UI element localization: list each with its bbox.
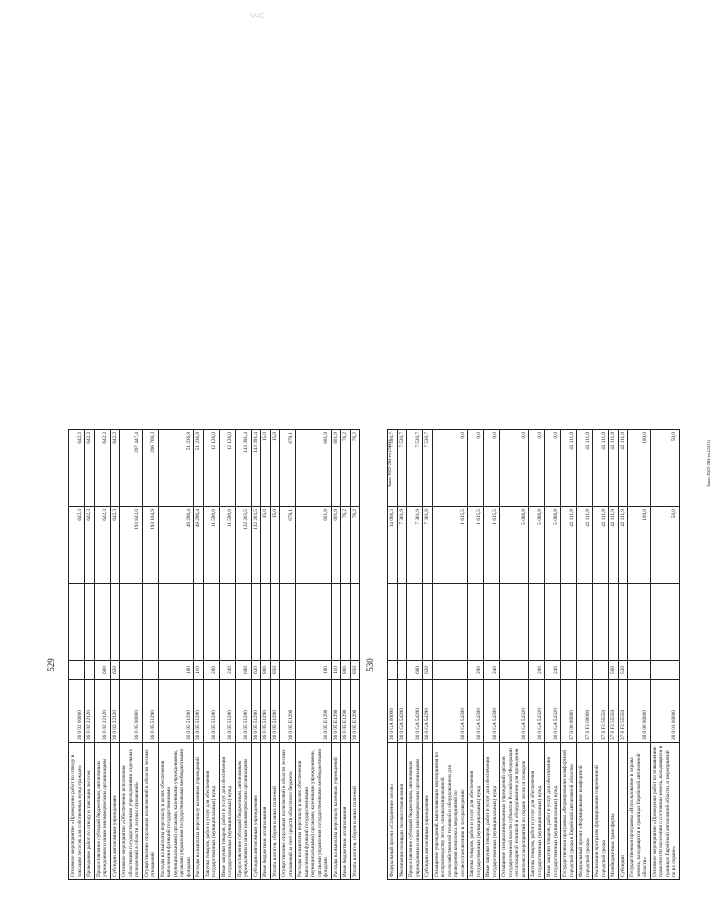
row-code-cell: 36 0 05 51290 <box>194 680 204 743</box>
row-name-cell: Закупка товаров, работ и услуг для обеспечения государственных (муниципальных) нужд <box>203 743 219 880</box>
row-value-cell <box>529 584 545 661</box>
table-row <box>388 430 398 880</box>
row-name-cell: Иные закупки товаров, работ и услуг для обеспечения государственных (муниципальных) нужд <box>219 743 235 880</box>
row-value-cell <box>561 584 577 661</box>
row-name-cell: Субсидии автономным учреждениям <box>423 743 433 880</box>
row-value-2023-cell: 0,0 <box>500 430 529 507</box>
row-value-2023-cell: 15,0 <box>261 430 271 507</box>
table-row <box>432 430 468 880</box>
row-name-cell: Оснащение учреждений, выполняющих мероприятия по воспроизводству лесов, специализированной лесохозяйственной техникой и оборудованием для проведения комплекса мероприятий по лесовосстановлению и лесоразведению <box>432 743 468 880</box>
row-expense-type-cell: 800 <box>261 661 271 680</box>
row-value-2023-cell: 642,3 <box>85 430 95 507</box>
row-value-2023-cell: 12 126,0 <box>203 430 219 507</box>
row-value-cell <box>235 584 251 661</box>
table-row <box>94 430 110 880</box>
row-name-cell: Расходы на выплаты персоналу казенных учреждений <box>331 743 341 880</box>
row-name-cell: Иные бюджетные ассигнования <box>261 743 271 880</box>
row-value-2022-cell: 1 615,5 <box>468 507 484 584</box>
row-value-2022-cell: 642,3 <box>110 507 120 584</box>
row-value-2023-cell: 42 111,9 <box>593 430 609 507</box>
row-value-2022-cell: 5 088,9 <box>545 507 561 584</box>
row-value-2022-cell: 42 111,9 <box>593 507 609 584</box>
row-code-cell: 37 0 00 00000 <box>561 680 577 743</box>
row-name-cell: Субсидии автономным учреждениям <box>110 743 120 880</box>
row-code-cell: 36 0 02 22120 <box>85 680 95 743</box>
row-value-2023-cell: 7 530,7 <box>423 430 433 507</box>
row-name-cell: Предоставление субсидий бюджетным, автономным учреждениям и иным некоммерческим организациям <box>235 743 251 880</box>
row-value-cell <box>484 584 500 661</box>
row-expense-type-cell: 600 <box>94 661 110 680</box>
row-value-2022-cell: 76,2 <box>350 507 360 584</box>
row-name-cell: Основное мероприятие «Обеспечение исполнения областными государственными учреждениями отдельных полномочий в области лесных отношений» <box>120 743 143 880</box>
row-expense-type-cell <box>388 661 398 680</box>
row-expense-type-cell: 600 <box>407 661 423 680</box>
row-expense-type-cell: 200 <box>203 661 219 680</box>
row-value-2022-cell: 49 296,4 <box>158 507 194 584</box>
row-expense-type-cell <box>142 661 158 680</box>
row-value-2022-cell: 14 066,3 <box>388 507 398 584</box>
row-name-cell: Основное мероприятие «Проведение работ по отводу и таксации лесосек для собственных нужд граждан» <box>69 743 85 880</box>
row-value-2023-cell: 42 111,9 <box>561 430 577 507</box>
row-expense-type-cell: 100 <box>158 661 194 680</box>
row-expense-type-cell: 620 <box>251 661 261 680</box>
row-expense-type-cell <box>69 661 85 680</box>
row-value-2023-cell: 51 236,9 <box>194 430 204 507</box>
row-name-cell: Государственная программа «Использование и охрана земель, находящихся в границах Еврейской автономной области» <box>628 743 651 880</box>
row-expense-type-cell: 240 <box>484 661 500 680</box>
row-value-2023-cell: 642,3 <box>110 430 120 507</box>
row-expense-type-cell: 850 <box>350 661 360 680</box>
row-value-2022-cell: 193 843,0 <box>120 507 143 584</box>
row-name-cell: Осуществление отдельных полномочий в области лесных отношений за счет средств областного бюджета <box>280 743 296 880</box>
row-value-2022-cell: 601,9 <box>296 507 332 584</box>
row-value-2023-cell: 7 530,7 <box>407 430 423 507</box>
row-value-cell <box>609 584 619 661</box>
row-expense-type-cell: 850 <box>270 661 280 680</box>
row-expense-type-cell <box>120 661 143 680</box>
row-expense-type-cell <box>561 661 577 680</box>
row-code-cell: 36 0 GA 54300 <box>484 680 500 743</box>
row-code-cell: 36 0 05 51290 <box>219 680 235 743</box>
table-row <box>407 430 423 880</box>
row-value-2022-cell: 11 590,0 <box>219 507 235 584</box>
row-value-cell <box>94 584 110 661</box>
row-value-2023-cell: 601,9 <box>331 430 341 507</box>
row-value-2022-cell: 7 361,9 <box>407 507 423 584</box>
budget-table <box>68 429 360 880</box>
row-expense-type-cell: 620 <box>110 661 120 680</box>
row-code-cell: 37 0 F2 55550 <box>593 680 609 743</box>
row-value-2023-cell: 51 236,9 <box>158 430 194 507</box>
row-value-cell <box>69 584 85 661</box>
page-number: 530 <box>365 658 375 672</box>
row-value-2023-cell: 42 111,9 <box>577 430 593 507</box>
row-value-2023-cell: 50,0 <box>650 430 679 507</box>
row-name-cell: Расходы на выплаты персоналу в целях обеспечения выполнения функций государственными (муниципальными) органами, казенными учреждениями, органами управления государственными внебюджетными фондами <box>158 743 194 880</box>
row-name-cell: Иные закупки товаров, работ и услуг для обеспечения государственных (муниципальных) нужд <box>484 743 500 880</box>
row-expense-type-cell: 110 <box>331 661 341 680</box>
row-value-2023-cell: 15,0 <box>270 430 280 507</box>
row-code-cell: 36 0 05 51290 <box>261 680 271 743</box>
row-value-2023-cell: 7 530,7 <box>397 430 407 507</box>
row-value-2022-cell: 642,3 <box>69 507 85 584</box>
table-row <box>650 430 679 880</box>
row-value-cell <box>593 584 609 661</box>
table-row <box>251 430 261 880</box>
row-code-cell: 36 0 05 51290 <box>142 680 158 743</box>
table-row <box>280 430 296 880</box>
row-value-cell <box>577 584 593 661</box>
row-expense-type-cell: 240 <box>219 661 235 680</box>
row-value-2023-cell: 0,0 <box>545 430 561 507</box>
row-expense-type-cell <box>85 661 95 680</box>
row-value-2022-cell: 49 296,4 <box>194 507 204 584</box>
row-value-2022-cell: 193 164,9 <box>142 507 158 584</box>
row-value-2022-cell: 1 615,5 <box>432 507 468 584</box>
row-value-cell <box>468 584 484 661</box>
table-row <box>158 430 194 880</box>
row-expense-type-cell: 500 <box>609 661 619 680</box>
row-code-cell: 36 0 05 Е1290 <box>296 680 332 743</box>
row-value-cell <box>432 584 468 661</box>
row-code-cell: 36 0 GA 54320 <box>500 680 529 743</box>
table-row <box>110 430 120 880</box>
row-code-cell: 36 0 GA 54300 <box>432 680 468 743</box>
row-name-cell: Предоставление субсидий бюджетным, автономным учреждениям и иным некоммерческим организациям <box>94 743 110 880</box>
row-code-cell: 36 0 05 51290 <box>203 680 219 743</box>
row-value-2022-cell: 642,3 <box>85 507 95 584</box>
row-value-cell <box>142 584 158 661</box>
row-value-2022-cell: 5 088,9 <box>500 507 529 584</box>
row-value-2023-cell: 642,3 <box>69 430 85 507</box>
row-expense-type-cell <box>397 661 407 680</box>
row-expense-type-cell: 110 <box>194 661 204 680</box>
row-value-2023-cell: 143 391,4 <box>251 430 261 507</box>
row-code-cell: 37 0 F2 55550 <box>618 680 628 743</box>
row-expense-type-cell: 200 <box>468 661 484 680</box>
row-code-cell: 36 0 05 51290 <box>235 680 251 743</box>
row-code-cell: 36 0 05 Е1290 <box>331 680 341 743</box>
row-expense-type-cell <box>593 661 609 680</box>
row-value-2023-cell: 0,0 <box>484 430 500 507</box>
row-code-cell: 36 0 05 51290 <box>158 680 194 743</box>
table-row <box>219 430 235 880</box>
row-code-cell: 36 0 GA 54320 <box>529 680 545 743</box>
row-code-cell: 36 0 02 00000 <box>69 680 85 743</box>
row-value-2022-cell: 11 590,0 <box>203 507 219 584</box>
row-value-cell <box>545 584 561 661</box>
row-name-cell: Реализация программ формирования современной городской среды <box>593 743 609 880</box>
row-value-2023-cell: 42 111,9 <box>609 430 619 507</box>
row-value-2023-cell: 42 111,9 <box>618 430 628 507</box>
row-value-cell <box>296 584 332 661</box>
row-name-cell: Уплата налогов, сборов и иных платежей <box>350 743 360 880</box>
row-name-cell: Проведение работ по отводу и таксации лесосек <box>85 743 95 880</box>
row-expense-type-cell <box>280 661 296 680</box>
row-code-cell: 38 0 00 00000 <box>628 680 651 743</box>
row-code-cell: 37 0 F2 55550 <box>609 680 619 743</box>
table-row <box>609 430 619 880</box>
table-row <box>484 430 500 880</box>
row-expense-type-cell <box>432 661 468 680</box>
budget-table <box>387 429 680 880</box>
row-value-2022-cell: 7 361,9 <box>397 507 407 584</box>
row-value-cell <box>251 584 261 661</box>
row-name-cell: Уплата налогов, сборов и иных платежей <box>270 743 280 880</box>
row-code-cell: 36 0 GA 54290 <box>423 680 433 743</box>
table-row <box>331 430 341 880</box>
row-name-cell: Иные бюджетные ассигнования <box>341 743 351 880</box>
row-name-cell: Расходы на выплаты персоналу в целях обеспечения выполнения функций государственными (муниципальными) органами, казенными учреждениями, органами управления государственными внебюджетными фондами <box>296 743 332 880</box>
table-row <box>350 430 360 880</box>
row-expense-type-cell: 200 <box>529 661 545 680</box>
row-value-2022-cell: 678,1 <box>280 507 296 584</box>
table-row <box>500 430 529 880</box>
row-value-2023-cell: 0,0 <box>468 430 484 507</box>
row-value-2023-cell: 678,1 <box>280 430 296 507</box>
table-row <box>628 430 651 880</box>
row-code-cell: 36 0 GA 54290 <box>407 680 423 743</box>
table-row <box>296 430 332 880</box>
row-value-2022-cell: 76,2 <box>341 507 351 584</box>
row-value-cell <box>388 584 398 661</box>
print-order-code: Заказ 2022-284-ех.(2411) <box>387 440 392 488</box>
row-value-2022-cell: 100,0 <box>628 507 651 584</box>
row-value-2023-cell: 76,2 <box>341 430 351 507</box>
row-name-cell: Оснащение специализированных учреждений органов государственной власти субъектов Российской Федерации лесопожарной техникой и оборудованием для проведения комплекса мероприятий по охране лесов от пожаров <box>500 743 529 880</box>
row-code-cell: 37 0 F2 00000 <box>577 680 593 743</box>
row-value-2023-cell: 601,9 <box>296 430 332 507</box>
row-expense-type-cell: 800 <box>341 661 351 680</box>
table-row <box>423 430 433 880</box>
row-value-cell <box>219 584 235 661</box>
row-name-cell: Субсидии <box>618 743 628 880</box>
table-row <box>270 430 280 880</box>
row-name-cell: Увеличение площади лесовосстановления <box>397 743 407 880</box>
row-code-cell: 36 0 02 22120 <box>110 680 120 743</box>
row-value-2023-cell: 143 391,4 <box>235 430 251 507</box>
row-expense-type-cell: 240 <box>545 661 561 680</box>
table-row <box>397 430 407 880</box>
row-name-cell: Субсидии автономным учреждениям <box>251 743 261 880</box>
row-value-cell <box>280 584 296 661</box>
row-value-2022-cell: 42 111,9 <box>609 507 619 584</box>
row-value-2022-cell: 42 111,9 <box>618 507 628 584</box>
row-value-2022-cell: 601,9 <box>331 507 341 584</box>
table-row <box>341 430 351 880</box>
row-code-cell: 36 0 05 Е1290 <box>280 680 296 743</box>
table-row <box>545 430 561 880</box>
row-name-cell: Закупка товаров, работ и услуг для обеспечения государственных (муниципальных) нужд <box>529 743 545 880</box>
row-value-2022-cell: 15,0 <box>270 507 280 584</box>
page-number: 529 <box>46 658 56 672</box>
row-value-cell <box>618 584 628 661</box>
row-value-2022-cell: 132 263,5 <box>251 507 261 584</box>
row-value-cell <box>350 584 360 661</box>
row-value-2022-cell: 42 111,9 <box>577 507 593 584</box>
row-value-cell <box>110 584 120 661</box>
row-expense-type-cell: 600 <box>235 661 251 680</box>
row-name-cell: Иные закупки товаров, работ и услуг для обеспечения государственных (муниципальных) нужд <box>545 743 561 880</box>
row-code-cell: 36 0 02 22120 <box>94 680 110 743</box>
row-value-cell <box>407 584 423 661</box>
row-name-cell: Федеральный проект «Формирование комфортной городской среды» <box>577 743 593 880</box>
row-value-2022-cell: 50,0 <box>650 507 679 584</box>
scan-stamp-mark <box>248 10 278 20</box>
print-order-code: Заказ 2022-284-ех.(2411) <box>706 440 711 488</box>
row-value-cell <box>650 584 679 661</box>
row-code-cell: 38 0 01 00000 <box>650 680 679 743</box>
row-name-cell: Государственная программа «Формирование комфортной городской среды в Еврейской автономной области» <box>561 743 577 880</box>
row-name-cell: Предоставление субсидий бюджетным, автономным учреждениям и иным некоммерческим организациям <box>407 743 423 880</box>
row-name-cell: Осуществление отдельных полномочий в области лесных отношений <box>142 743 158 880</box>
row-value-cell <box>500 584 529 661</box>
row-name-cell: Расходы на выплаты персоналу казенных учреждений <box>194 743 204 880</box>
row-value-2022-cell: 642,3 <box>94 507 110 584</box>
table-row <box>194 430 204 880</box>
row-name-cell: Федеральный проект «Сохранение лесов» <box>388 743 398 880</box>
row-value-2023-cell: 76,2 <box>350 430 360 507</box>
row-code-cell: 36 0 GA 54290 <box>397 680 407 743</box>
table-row <box>577 430 593 880</box>
row-name-cell: Основное мероприятие «Проведение работ по повышению грамотности населения о состоянии земель, находящихся в границах Еврейской автономной области, и мероприятий по их охране» <box>650 743 679 880</box>
table-row <box>69 430 85 880</box>
row-value-2022-cell: 15,0 <box>261 507 271 584</box>
row-value-cell <box>203 584 219 661</box>
row-value-2022-cell: 5 088,9 <box>529 507 545 584</box>
row-expense-type-cell: 520 <box>618 661 628 680</box>
row-value-2022-cell: 42 111,9 <box>561 507 577 584</box>
row-value-2023-cell: 100,0 <box>628 430 651 507</box>
table-row <box>203 430 219 880</box>
table-row <box>85 430 95 880</box>
table-row <box>261 430 271 880</box>
row-value-cell <box>158 584 194 661</box>
row-code-cell: 36 0 GA 54320 <box>545 680 561 743</box>
table-row <box>235 430 251 880</box>
row-name-cell: Закупка товаров, работ и услуг для обеспечения государственных (муниципальных) нужд <box>468 743 484 880</box>
row-expense-type-cell <box>500 661 529 680</box>
row-value-2023-cell: 206 769,3 <box>142 430 158 507</box>
row-expense-type-cell <box>577 661 593 680</box>
row-code-cell: 36 0 GA 54300 <box>468 680 484 743</box>
row-value-cell <box>194 584 204 661</box>
page-530 <box>365 432 711 880</box>
row-name-cell: Межбюджетные трансферты <box>609 743 619 880</box>
row-value-2023-cell: 7 530,7 <box>388 430 398 507</box>
row-code-cell: 36 0 05 Е1290 <box>341 680 351 743</box>
table-row <box>468 430 484 880</box>
row-code-cell: 36 0 05 Е1290 <box>350 680 360 743</box>
table-row <box>529 430 545 880</box>
row-expense-type-cell: 100 <box>296 661 332 680</box>
row-expense-type-cell <box>650 661 679 680</box>
row-value-2023-cell: 0,0 <box>432 430 468 507</box>
row-code-cell: 36 0 05 51290 <box>270 680 280 743</box>
table-row <box>142 430 158 880</box>
row-value-cell <box>261 584 271 661</box>
row-value-cell <box>85 584 95 661</box>
row-value-cell <box>397 584 407 661</box>
row-expense-type-cell <box>628 661 651 680</box>
table-row <box>561 430 577 880</box>
svg-text:ЧЧС: ЧЧС <box>250 13 265 20</box>
row-value-2022-cell: 132 263,5 <box>235 507 251 584</box>
row-expense-type-cell: 620 <box>423 661 433 680</box>
row-value-2022-cell: 7 361,9 <box>423 507 433 584</box>
table-row <box>618 430 628 880</box>
row-value-cell <box>628 584 651 661</box>
row-code-cell: 36 0 GA 00000 <box>388 680 398 743</box>
row-code-cell: 36 0 05 51290 <box>251 680 261 743</box>
row-value-2023-cell: 207 447,4 <box>120 430 143 507</box>
table-row <box>120 430 143 880</box>
row-value-2022-cell: 1 615,5 <box>484 507 500 584</box>
row-value-cell <box>423 584 433 661</box>
row-code-cell: 36 0 05 00000 <box>120 680 143 743</box>
row-value-cell <box>331 584 341 661</box>
table-row <box>593 430 609 880</box>
row-value-cell <box>120 584 143 661</box>
row-value-2023-cell: 12 126,0 <box>219 430 235 507</box>
row-value-cell <box>341 584 351 661</box>
row-value-2023-cell: 642,3 <box>94 430 110 507</box>
row-value-cell <box>270 584 280 661</box>
row-value-2023-cell: 0,0 <box>529 430 545 507</box>
